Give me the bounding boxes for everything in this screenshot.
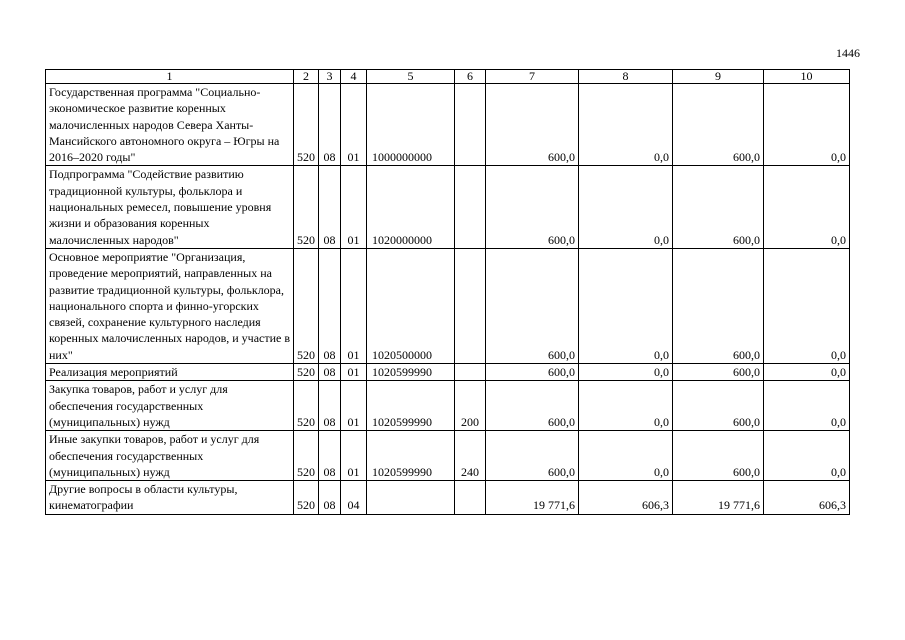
amount-cell: 0,0 [764,166,850,248]
column-number: 3 [319,70,341,84]
code-cell: 08 [319,481,341,515]
target-code-cell [367,481,455,515]
amount-cell: 600,0 [486,84,579,166]
code-cell: 01 [341,166,367,248]
budget-table [45,69,850,515]
column-number: 6 [455,70,486,84]
code-cell: 01 [341,431,367,481]
amount-cell: 19 771,6 [673,481,764,515]
code-cell: 520 [294,248,319,363]
code-cell: 01 [341,381,367,431]
table-row [46,364,850,381]
amount-cell: 600,0 [673,431,764,481]
amount-cell: 0,0 [764,381,850,431]
expense-type-cell [455,364,486,381]
column-number: 2 [294,70,319,84]
table-row [46,84,850,166]
table-row [46,248,850,363]
amount-cell: 600,0 [673,364,764,381]
code-cell: 520 [294,381,319,431]
code-cell: 04 [341,481,367,515]
amount-cell: 606,3 [764,481,850,515]
column-number-row [46,70,850,84]
item-name: Реализация мероприятий [46,364,294,381]
amount-cell: 600,0 [673,248,764,363]
column-number: 5 [367,70,455,84]
code-cell: 01 [341,364,367,381]
code-cell: 520 [294,84,319,166]
target-code-cell: 1020599990 [367,431,455,481]
amount-cell: 0,0 [579,381,673,431]
expense-type-cell [455,481,486,515]
target-code-cell: 1020000000 [367,166,455,248]
code-cell: 08 [319,431,341,481]
item-name: Другие вопросы в области культуры, кинематографии [46,481,294,515]
amount-cell: 600,0 [486,248,579,363]
amount-cell: 606,3 [579,481,673,515]
amount-cell: 0,0 [764,248,850,363]
item-name: Закупка товаров, работ и услуг для обеспечения государственных (муниципальных) нужд [46,381,294,431]
code-cell: 520 [294,166,319,248]
code-cell: 08 [319,381,341,431]
item-name: Иные закупки товаров, работ и услуг для обеспечения государственных (муниципальных) нужд [46,431,294,481]
column-number: 8 [579,70,673,84]
code-cell: 08 [319,84,341,166]
table-row [46,166,850,248]
column-number: 1 [46,70,294,84]
amount-cell: 0,0 [764,84,850,166]
amount-cell: 600,0 [486,381,579,431]
table-row [46,481,850,515]
amount-cell: 0,0 [579,166,673,248]
expense-type-cell [455,84,486,166]
amount-cell: 0,0 [764,431,850,481]
amount-cell: 600,0 [486,364,579,381]
code-cell: 08 [319,248,341,363]
amount-cell: 600,0 [486,431,579,481]
code-cell: 01 [341,84,367,166]
column-number: 9 [673,70,764,84]
table-row [46,431,850,481]
amount-cell: 600,0 [673,166,764,248]
amount-cell: 600,0 [673,84,764,166]
item-name: Подпрограмма "Содействие развитию традиционной культуры, фольклора и национальных ремесел, повышение уровня жизни и образования коренных малочисленных народов" [46,166,294,248]
target-code-cell: 1020599990 [367,364,455,381]
item-name: Государственная программа "Социально-экономическое развитие коренных малочисленных народов Севера Ханты-Мансийского автономного округа – Югры на 2016–2020 годы" [46,84,294,166]
amount-cell: 19 771,6 [486,481,579,515]
amount-cell: 600,0 [673,381,764,431]
page-number: 1446 [836,46,860,60]
table-row [46,381,850,431]
amount-cell: 600,0 [486,166,579,248]
amount-cell: 0,0 [579,248,673,363]
target-code-cell: 1020500000 [367,248,455,363]
amount-cell: 0,0 [579,364,673,381]
code-cell: 520 [294,481,319,515]
target-code-cell: 1000000000 [367,84,455,166]
amount-cell: 0,0 [579,84,673,166]
expense-type-cell: 200 [455,381,486,431]
amount-cell: 0,0 [764,364,850,381]
item-name: Основное мероприятие "Организация, проведение мероприятий, направленных на развитие традиционной культуры, фольклора, национального спорта и финно-угорских связей, сохранение культурного наследия коренных малочисленных народов, и участие в них" [46,248,294,363]
code-cell: 520 [294,364,319,381]
expense-type-cell: 240 [455,431,486,481]
code-cell: 01 [341,248,367,363]
column-number: 7 [486,70,579,84]
code-cell: 08 [319,364,341,381]
expense-type-cell [455,248,486,363]
amount-cell: 0,0 [579,431,673,481]
target-code-cell: 1020599990 [367,381,455,431]
expense-type-cell [455,166,486,248]
code-cell: 08 [319,166,341,248]
column-number: 10 [764,70,850,84]
column-number: 4 [341,70,367,84]
code-cell: 520 [294,431,319,481]
